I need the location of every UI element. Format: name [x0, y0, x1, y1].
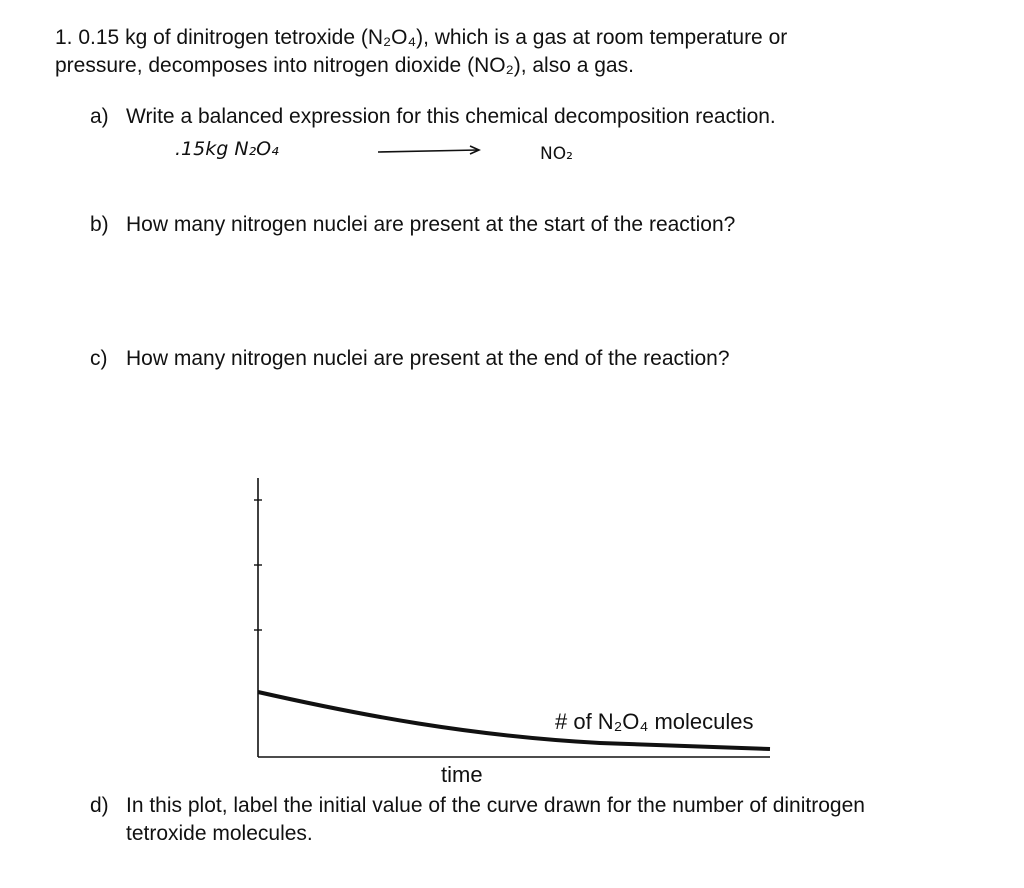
question-intro-text: 0.15 kg of dinitrogen tetroxide (N₂O₄), which is a gas at room temperature or [78, 26, 788, 49]
part-d-text: In this plot, label the initial value of the curve drawn for the number of dinitrogen tetroxide molecules. [126, 794, 865, 845]
curve-label: # of N₂O₄ molecules [555, 709, 754, 734]
part-d [90, 792, 926, 848]
question-number: 1. [55, 26, 73, 49]
part-a-label: a) [90, 105, 109, 128]
part-b-label: b) [90, 213, 109, 236]
x-axis-label: time [441, 762, 483, 787]
question-intro-line-2: pressure, decomposes into nitrogen dioxide (NO₂), also a gas. [55, 54, 634, 77]
part-c-label: c) [90, 347, 108, 370]
handwritten-product: NO₂ [540, 144, 573, 164]
part-b-text: How many nitrogen nuclei are present at the start of the reaction? [126, 213, 736, 236]
handwritten-reactant: .15kg N₂O₄ [175, 138, 279, 160]
part-d-label: d) [90, 794, 109, 817]
part-a-text: Write a balanced expression for this chemical decomposition reaction. [126, 105, 776, 128]
part-c-text: How many nitrogen nuclei are present at the end of the reaction? [126, 347, 730, 370]
